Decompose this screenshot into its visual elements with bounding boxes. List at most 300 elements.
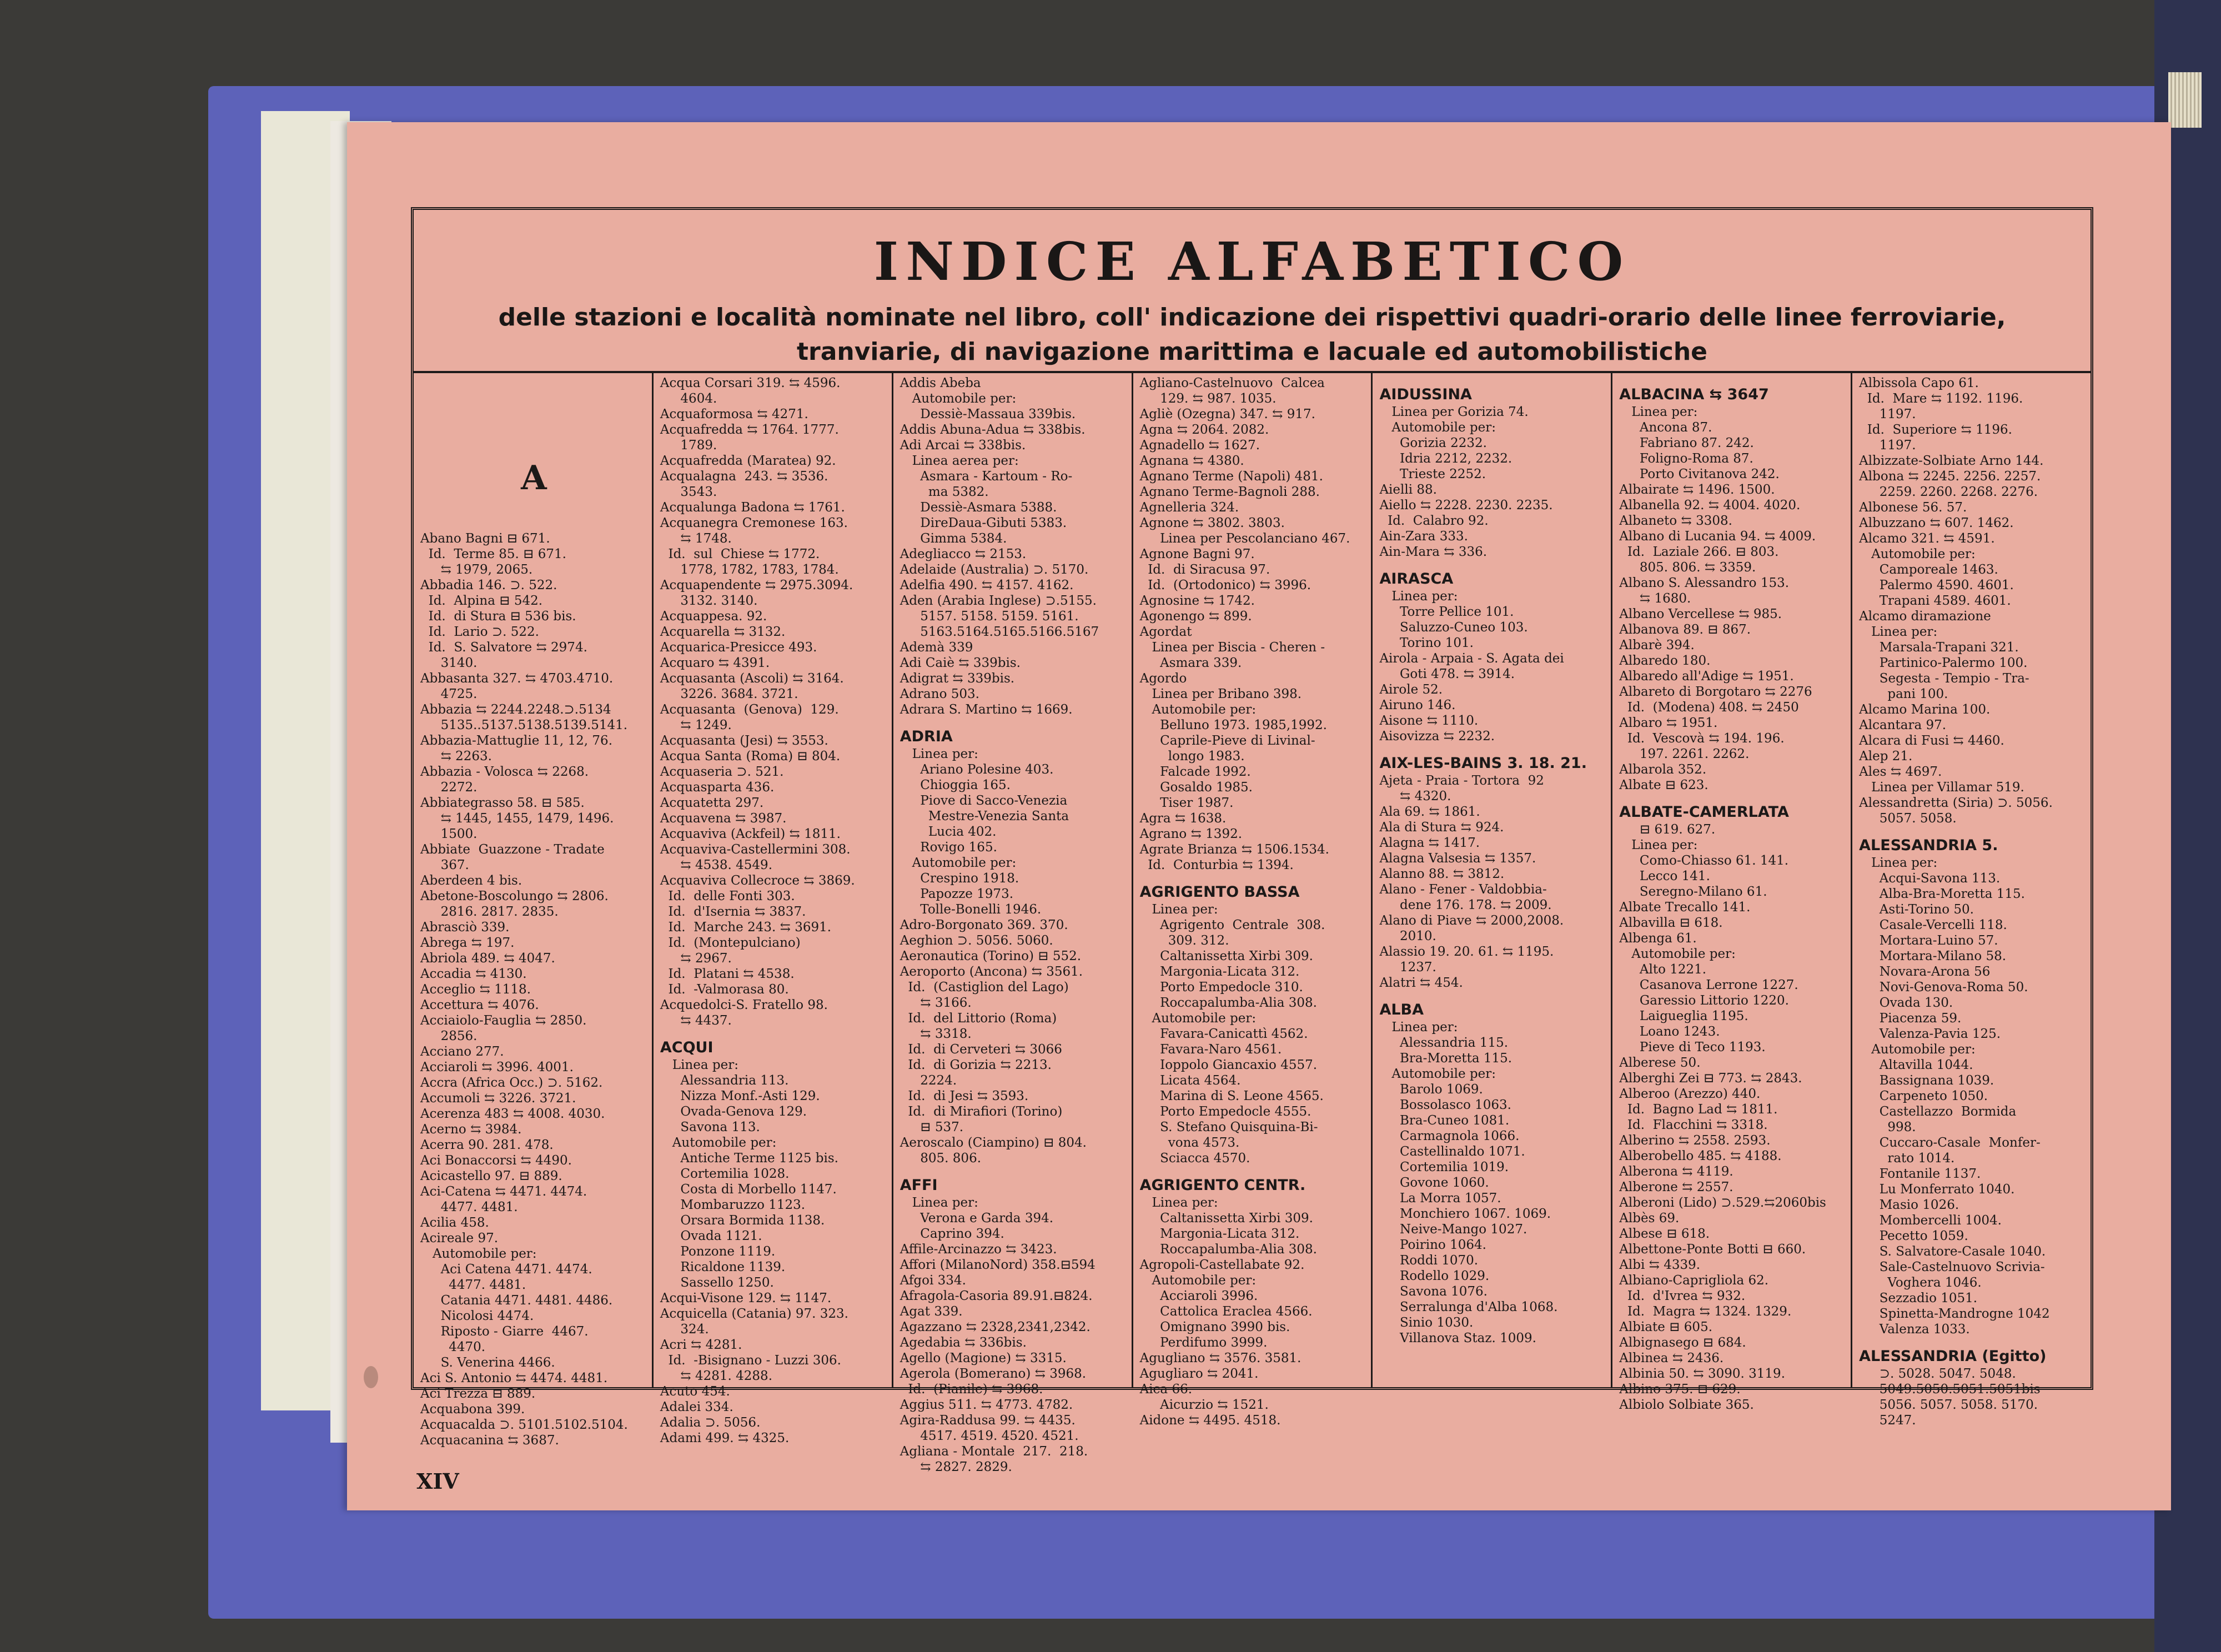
index-entry: Aielli 88. [1379, 483, 1437, 497]
index-entry: Adi Arcai ⇆ 338bis. [900, 438, 1026, 453]
index-entry: Abbazia-Mattuglie 11, 12, 76. [420, 734, 612, 748]
index-entry: Affori (MilanoNord) 358.⊟594 [900, 1258, 1096, 1272]
index-entry: 5157. 5158. 5159. 5161. [900, 609, 1079, 624]
index-entry: Acquasanta (Genova) 129. [660, 702, 839, 717]
index-heading: ALBATE-CAMERLATA [1619, 804, 1789, 821]
index-entry: ⇆ 4437. [660, 1013, 732, 1028]
index-entry: DireDaua-Gibuti 5383. [900, 516, 1067, 530]
index-entry: Alcamo 321. ⇆ 4591. [1859, 531, 1995, 546]
index-entry: Alessandria 115. [1379, 1036, 1509, 1050]
index-entry: vona 4573. [1139, 1136, 1240, 1150]
index-entry: Crespino 1918. [900, 871, 1019, 886]
index-entry: Acquavena ⇆ 3987. [660, 811, 787, 826]
index-column-1 [414, 373, 652, 1448]
index-entry: Acciaroli 3996. [1139, 1289, 1258, 1303]
index-entry: Alano - Fener - Valdobbia- [1379, 882, 1547, 897]
index-entry: Ponzone 1119. [660, 1244, 776, 1259]
index-entry: Falcade 1992. [1139, 765, 1251, 779]
index-entry: Linea aerea per: [900, 454, 1019, 468]
index-entry: Orsara Bormida 1138. [660, 1213, 825, 1228]
index-entry: 4517. 4519. 4520. 4521. [900, 1429, 1079, 1443]
index-heading: ACQUI [660, 1039, 713, 1056]
index-entry: Verona e Garda 394. [900, 1211, 1054, 1226]
index-entry: Albaneto ⇆ 3308. [1619, 514, 1732, 528]
index-entry: Accettura ⇆ 4076. [420, 998, 539, 1012]
index-entry: 5056. 5057. 5058. 5170. [1859, 1398, 2038, 1412]
subtitle-line-1: delle stazioni e località nominate nel libro, coll' indicazione dei rispettivi quadri-orario delle linee ferroviarie, [498, 303, 2006, 332]
index-entry: Acceglio ⇆ 1118. [420, 982, 531, 997]
index-entry: Id. (Modena) 408. ⇆ 2450 [1619, 700, 1799, 715]
index-entry: Abbazia - Volosca ⇆ 2268. [420, 765, 589, 779]
index-entry: ⇆ 2263. [420, 749, 492, 764]
index-entry: Adami 499. ⇆ 4325. [660, 1431, 790, 1445]
index-entry: Chioggia 165. [900, 778, 1011, 792]
index-entry: Ovada 130. [1859, 996, 1953, 1010]
index-entry: Albate Trecallo 141. [1619, 900, 1751, 915]
index-entry: ⇆ 1249. [660, 718, 732, 732]
index-entry: Marsala-Trapani 321. [1859, 640, 2019, 655]
index-entry: 2856. [420, 1029, 478, 1043]
index-entry: Caltanissetta Xirbi 309. [1139, 949, 1313, 963]
index-entry: Linea per: [1859, 625, 1938, 639]
index-entry: Agnone Bagni 97. [1139, 547, 1255, 561]
index-entry: Mortara-Milano 58. [1859, 949, 2007, 963]
index-entry: Id. d'Ivrea ⇆ 932. [1619, 1289, 1746, 1303]
index-entry: Id. Bagno Lad ⇆ 1811. [1619, 1102, 1778, 1117]
index-entry: Linea per: [1379, 589, 1458, 604]
index-entry: ⇆ 3318. [900, 1027, 972, 1041]
index-entry: Automobile per: [1619, 947, 1736, 961]
index-heading: ALBACINA ⇆ 3647 [1619, 386, 1769, 403]
index-entry: Aci Bonaccorsi ⇆ 4490. [420, 1153, 572, 1168]
index-entry: Accumoli ⇆ 3226. 3721. [420, 1091, 576, 1106]
index-entry: Aisovizza ⇆ 2232. [1379, 729, 1495, 744]
index-entry: Albiate ⊟ 605. [1619, 1320, 1713, 1334]
index-entry: Acqui-Visone 129. ⇆ 1147. [660, 1291, 832, 1305]
index-entry: 5163.5164.5165.5166.5167 [900, 625, 1099, 639]
index-entry: Linea per: [900, 1196, 978, 1210]
index-entry: Linea per: [1619, 838, 1698, 852]
index-entry: Poirino 1064. [1379, 1238, 1486, 1252]
index-entry: Agugliano ⇆ 3576. 3581. [1139, 1351, 1302, 1365]
index-entry: Govone 1060. [1379, 1176, 1489, 1190]
index-entry: Ovada 1121. [660, 1229, 762, 1243]
index-entry: Fontanile 1137. [1859, 1167, 1981, 1181]
index-entry: 129. ⇆ 987. 1035. [1139, 391, 1277, 406]
index-entry: S. Stefano Quisquina-Bi- [1139, 1120, 1318, 1134]
index-entry: Foligno-Roma 87. [1619, 451, 1753, 466]
index-heading: AGRIGENTO BASSA [1139, 883, 1300, 901]
index-entry: Agello (Magione) ⇆ 3315. [900, 1351, 1067, 1365]
index-entry: 2816. 2817. 2835. [420, 905, 559, 919]
index-entry: Id. Conturbia ⇆ 1394. [1139, 858, 1294, 872]
index-entry: 5057. 5058. [1859, 811, 1957, 826]
index-entry: Alcamo Marina 100. [1859, 702, 1991, 717]
index-entry: Acquafredda (Maratea) 92. [660, 454, 836, 468]
index-entry: Alberoo (Arezzo) 440. [1619, 1087, 1761, 1101]
index-entry: Porto Civitanova 242. [1619, 467, 1780, 481]
index-entry: 2224. [900, 1073, 957, 1088]
index-entry: Aeroscalo (Ciampino) ⊟ 804. [900, 1136, 1087, 1150]
index-entry: Omignano 3990 bis. [1139, 1320, 1290, 1334]
index-entry: Alberona ⇆ 4119. [1619, 1164, 1733, 1179]
index-entry: Marina di S. Leone 4565. [1139, 1089, 1324, 1103]
index-entry: Albona ⇆ 2245. 2256. 2257. [1859, 469, 2041, 484]
index-entry: Cuccaro-Casale Monfer- [1859, 1136, 2041, 1150]
index-entry: Acquatetta 297. [660, 796, 764, 810]
index-entry: 4477. 4481. [420, 1278, 526, 1292]
index-entry: Castellazzo Bormida [1859, 1104, 2017, 1119]
index-entry: Alessandria 113. [660, 1073, 789, 1088]
index-entry: Bossolasco 1063. [1379, 1098, 1511, 1112]
index-entry: ⊃. 5028. 5047. 5048. [1859, 1367, 2016, 1381]
index-entry: Seregno-Milano 61. [1619, 885, 1767, 899]
index-entry: Id. d'Isernia ⇆ 3837. [660, 905, 806, 919]
index-entry: Trieste 2252. [1379, 467, 1486, 481]
index-entry: Acciaiolo-Fauglia ⇆ 2850. [420, 1013, 587, 1028]
index-entry: Acquarica-Presicce 493. [660, 640, 817, 655]
index-entry: Sciacca 4570. [1139, 1151, 1250, 1166]
index-entry: Cortemilia 1028. [660, 1167, 790, 1181]
index-entry: Abano Bagni ⊟ 671. [420, 531, 550, 546]
index-entry: Antiche Terme 1125 bis. [660, 1151, 838, 1166]
index-entry: Automobile per: [900, 391, 1017, 406]
index-entry: Tolle-Bonelli 1946. [900, 902, 1042, 917]
index-entry: Sassello 1250. [660, 1276, 774, 1290]
index-entry: Id. Superiore ⇆ 1196. [1859, 423, 2012, 437]
index-entry: Automobile per: [1139, 1011, 1257, 1026]
index-entry: Saluzzo-Cuneo 103. [1379, 620, 1528, 635]
index-entry: Abrasciò 339. [420, 920, 510, 935]
index-entry: Id. (Ortodonico) ⇆ 3996. [1139, 578, 1312, 592]
page-title: INDICE ALFABETICO [873, 231, 1631, 293]
index-entry: 1197. [1859, 438, 1916, 453]
index-entry: Albanella 92. ⇆ 4004. 4020. [1619, 498, 1801, 513]
index-entry: Acqua Santa (Roma) ⊟ 804. [660, 749, 841, 764]
index-entry: Albano S. Alessandro 153. [1619, 576, 1790, 590]
index-entry: Alberghi Zei ⊟ 773. ⇆ 2843. [1619, 1071, 1802, 1086]
index-entry: Alba-Bra-Moretta 115. [1859, 887, 2025, 901]
index-entry: Ovada-Genova 129. [660, 1104, 807, 1119]
index-entry: Caprino 394. [900, 1227, 1004, 1241]
index-entry: Agliè (Ozegna) 347. ⇆ 917. [1139, 407, 1315, 421]
index-entry: Mestre-Venezia Santa [900, 809, 1069, 824]
index-entry: Porto Empedocle 4555. [1139, 1104, 1312, 1119]
index-entry: Savona 1076. [1379, 1284, 1488, 1299]
index-entry: Acquafredda ⇆ 1764. 1777. [660, 423, 839, 437]
index-entry: Papozze 1973. [900, 887, 1014, 901]
index-entry: Alanno 88. ⇆ 3812. [1379, 867, 1505, 881]
index-entry: Albaro ⇆ 1951. [1619, 716, 1718, 730]
index-entry: Cattolica Eraclea 4566. [1139, 1304, 1313, 1319]
index-entry: Roccapalumba-Alia 308. [1139, 996, 1317, 1010]
index-entry: Serralunga d'Alba 1068. [1379, 1300, 1558, 1314]
index-entry: Automobile per: [660, 1136, 777, 1150]
index-entry: Id. delle Fonti 303. [660, 889, 795, 903]
index-entry: Id. di Cerveteri ⇆ 3066 [900, 1042, 1062, 1057]
index-entry: Caprile-Pieve di Livinal- [1139, 734, 1315, 748]
index-entry: Carmagnola 1066. [1379, 1129, 1520, 1143]
index-entry: Abbasanta 327. ⇆ 4703.4710. [420, 671, 614, 686]
index-entry: Acquarella ⇆ 3132. [660, 625, 786, 639]
index-entry: Segesta - Tempio - Tra- [1859, 671, 2029, 686]
index-entry: Id. sul Chiese ⇆ 1772. [660, 547, 820, 561]
index-entry: Acquaro ⇆ 4391. [660, 656, 770, 670]
index-entry: Voghera 1046. [1859, 1276, 1982, 1290]
index-entry: Abriola 489. ⇆ 4047. [420, 951, 555, 966]
page-subtitle [430, 300, 2074, 369]
index-entry: Acquaseria ⊃. 521. [660, 765, 784, 779]
index-entry: Airole 52. [1379, 682, 1443, 697]
index-entry: Albaredo all'Adige ⇆ 1951. [1619, 669, 1794, 684]
index-entry: Adelfia 490. ⇆ 4157. 4162. [900, 578, 1074, 592]
index-entry: Alcantara 97. [1859, 718, 1947, 732]
index-entry: Acquacalda ⊃. 5101.5102.5104. [420, 1418, 628, 1432]
index-entry: Belluno 1973. 1985,1992. [1139, 718, 1327, 732]
index-entry: Agonengo ⇆ 899. [1139, 609, 1252, 624]
index-entry: Ademà 339 [900, 640, 973, 655]
index-entry: Trapani 4589. 4601. [1859, 594, 2011, 608]
index-entry: ⇆ 3166. [900, 996, 972, 1010]
index-entry: Airuno 146. [1379, 698, 1456, 712]
index-entry: Acquasanta (Jesi) ⇆ 3553. [660, 734, 828, 748]
index-entry: Alatri ⇆ 454. [1379, 976, 1463, 990]
index-entry: Alep 21. [1859, 749, 1913, 764]
index-entry: Partinico-Palermo 100. [1859, 656, 2028, 670]
index-entry: Acqualagna 243. ⇆ 3536. [660, 469, 828, 484]
index-entry: Agnana ⇆ 4380. [1139, 454, 1244, 468]
index-entry: Casale-Vercelli 118. [1859, 918, 2007, 932]
index-entry: Acquabona 399. [420, 1402, 525, 1417]
index-entry: Ariano Polesine 403. [900, 762, 1054, 777]
index-entry: Agropoli-Castellabate 92. [1139, 1258, 1305, 1272]
index-entry: Asti-Torino 50. [1859, 902, 1974, 917]
index-entry: Acquasanta (Ascoli) ⇆ 3164. [660, 671, 844, 686]
index-entry: Addis Abeba [900, 376, 981, 390]
index-entry: Linea per: [1139, 1196, 1218, 1210]
index-column-4 [1132, 373, 1371, 1428]
index-entry: Id. Platani ⇆ 4538. [660, 967, 795, 981]
index-entry: Alagna Valsesia ⇆ 1357. [1379, 851, 1536, 866]
index-entry: Id. Terme 85. ⊟ 671. [420, 547, 566, 561]
index-entry: 5247. [1859, 1413, 1916, 1428]
index-heading: AGRIGENTO CENTR. [1139, 1177, 1306, 1194]
index-entry: Tiser 1987. [1139, 796, 1234, 810]
index-entry: Acerra 90. 281. 478. [420, 1138, 554, 1152]
index-entry: Idria 2212, 2232. [1379, 451, 1513, 466]
index-entry: Id. Flacchini ⇆ 3318. [1619, 1118, 1768, 1132]
index-entry: Linea per: [1139, 902, 1218, 917]
index-entry: Abbiate Guazzone - Tradate [420, 842, 605, 857]
index-entry: Novara-Arona 56 [1859, 965, 1991, 979]
index-entry: longo 1983. [1139, 749, 1245, 764]
index-entry: 3226. 3684. 3721. [660, 687, 798, 701]
index-entry: Fabriano 87. 242. [1619, 436, 1754, 450]
index-column-2 [652, 373, 892, 1445]
index-entry: Aci Catena 4471. 4474. [420, 1262, 592, 1277]
index-entry: Linea per: [1379, 1020, 1458, 1035]
index-entry: Ioppolo Giancaxio 4557. [1139, 1058, 1318, 1072]
index-entry: rato 1014. [1859, 1151, 1955, 1166]
index-entry: Alcara di Fusi ⇆ 4460. [1859, 734, 2004, 748]
index-entry: Acerno ⇆ 3984. [420, 1122, 522, 1137]
index-entry: 1789. [660, 438, 717, 453]
index-entry: Cortemilia 1019. [1379, 1160, 1509, 1174]
index-entry: Agnadello ⇆ 1627. [1139, 438, 1260, 453]
index-entry: Albissola Capo 61. [1859, 376, 1979, 390]
index-entry: Acquicella (Catania) 97. 323. [660, 1307, 848, 1321]
index-entry: Acquasparta 436. [660, 780, 775, 795]
index-entry: Agna ⇆ 2064. 2082. [1139, 423, 1269, 437]
index-entry: Agat 339. [900, 1304, 963, 1319]
index-heading: AIRASCA [1379, 570, 1454, 588]
index-entry: Aci Trezza ⊟ 889. [420, 1387, 536, 1401]
index-entry: Aggius 511. ⇆ 4773. 4782. [900, 1398, 1073, 1412]
index-heading: ALESSANDRIA (Egitto) [1859, 1348, 2047, 1365]
index-entry: Rovigo 165. [900, 840, 997, 855]
index-entry: Favara-Naro 4561. [1139, 1042, 1282, 1057]
index-entry: La Morra 1057. [1379, 1191, 1501, 1206]
index-entry: Adro-Borgonato 369. 370. [900, 918, 1068, 932]
index-entry: Agra ⇆ 1638. [1139, 811, 1227, 826]
index-entry: Catania 4471. 4481. 4486. [420, 1293, 613, 1308]
index-entry: Acquacanina ⇆ 3687. [420, 1433, 559, 1448]
index-entry: Aica 66. [1139, 1382, 1193, 1397]
index-entry: 2259. 2260. 2268. 2276. [1859, 485, 2038, 499]
index-entry: 367. [420, 858, 469, 872]
index-entry: Abetone-Boscolungo ⇆ 2806. [420, 889, 609, 903]
index-entry: 309. 312. [1139, 933, 1229, 948]
index-entry: Id. di Siracusa 97. [1139, 563, 1270, 577]
index-heading: AIX-LES-BAINS 3. 18. 21. [1379, 755, 1587, 772]
index-entry: Valenza 1033. [1859, 1322, 1970, 1337]
index-entry: Aisone ⇆ 1110. [1379, 714, 1479, 728]
index-entry: Nizza Monf.-Asti 129. [660, 1089, 820, 1103]
index-entry: 998. [1859, 1120, 1916, 1134]
index-entry: Gosaldo 1985. [1139, 780, 1253, 795]
index-entry: 1778, 1782, 1783, 1784. [660, 563, 839, 577]
index-entry: 2010. [1379, 929, 1436, 943]
index-entry: Caltanissetta Xirbi 309. [1139, 1211, 1313, 1226]
index-entry: 4470. [420, 1340, 486, 1354]
index-entry: Agrigento Centrale 308. [1139, 918, 1325, 932]
index-entry: Albiolo Solbiate 365. [1619, 1398, 1754, 1412]
index-entry: Id. Alpina ⊟ 542. [420, 594, 543, 608]
index-entry: Sale-Castelnuovo Scrivia- [1859, 1260, 2045, 1274]
index-entry: Como-Chiasso 61. 141. [1619, 853, 1789, 868]
index-entry: Adigrat ⇆ 339bis. [900, 671, 1015, 686]
index-entry: Camporeale 1463. [1859, 563, 1998, 577]
index-entry: Savona 113. [660, 1120, 760, 1134]
index-entry: Acquaformosa ⇆ 4271. [660, 407, 808, 421]
index-entry: Gorizia 2232. [1379, 436, 1487, 450]
index-entry: Acquappesa. 92. [660, 609, 767, 624]
index-entry: Albettone-Ponte Botti ⊟ 660. [1619, 1242, 1806, 1257]
index-entry: Agnosine ⇆ 1742. [1139, 594, 1255, 608]
index-entry: Acri ⇆ 4281. [660, 1338, 742, 1352]
index-entry: 805. 806. [900, 1151, 982, 1166]
index-entry: Ancona 87. [1619, 420, 1712, 435]
index-entry: 4725. [420, 687, 478, 701]
index-entry: Automobile per: [1139, 1273, 1257, 1288]
index-entry: ⊟ 619. 627. [1619, 822, 1716, 837]
index-entry: Aci S. Antonio ⇆ 4474. 4481. [420, 1371, 608, 1385]
index-entry: Agrano ⇆ 1392. [1139, 827, 1243, 841]
index-entry: Aeghion ⊃. 5056. 5060. [900, 933, 1053, 948]
index-column-3 [892, 373, 1132, 1474]
index-entry: 324. [660, 1322, 709, 1337]
index-entry: Roccapalumba-Alia 308. [1139, 1242, 1317, 1257]
index-entry: Agliano-Castelnuovo Calcea [1139, 376, 1325, 390]
index-entry: Albuzzano ⇆ 607. 1462. [1859, 516, 2014, 530]
index-entry: Acqui-Savona 113. [1859, 871, 2001, 886]
index-entry: Spinetta-Mandrogne 1042 [1859, 1307, 2050, 1321]
index-entry: Accra (Africa Occ.) ⊃. 5162. [420, 1076, 603, 1090]
index-entry: Villanova Staz. 1009. [1379, 1331, 1536, 1345]
index-entry: Goti 478. ⇆ 3914. [1379, 667, 1515, 681]
section-letter: A [521, 459, 547, 498]
index-entry: Pieve di Teco 1193. [1619, 1040, 1766, 1055]
index-heading: ALBA [1379, 1001, 1424, 1018]
index-entry: 3132. 3140. [660, 594, 758, 608]
index-entry: Piacenza 59. [1859, 1011, 1962, 1026]
index-entry: 4477. 4481. [420, 1200, 518, 1214]
index-entry: Accadia ⇆ 4130. [420, 967, 527, 981]
index-entry: Ricaldone 1139. [660, 1260, 786, 1274]
index-entry: Margonia-Licata 312. [1139, 965, 1300, 979]
index-entry: Adi Caiè ⇆ 339bis. [900, 656, 1021, 670]
index-entry: Gimma 5384. [900, 531, 1007, 546]
index-entry: 2272. [420, 780, 478, 795]
index-entry: Costa di Morbello 1147. [660, 1182, 837, 1197]
index-entry: Mortara-Luino 57. [1859, 933, 1998, 948]
index-entry: ⇆ 4320. [1379, 789, 1451, 804]
index-entry: Automobile per: [1139, 702, 1257, 717]
index-entry: 5049.5050.5051.5051bis [1859, 1382, 2041, 1397]
index-entry: Acciano 277. [420, 1045, 504, 1059]
index-entry: Id. -Bisignano - Luzzi 306. [660, 1353, 841, 1368]
index-entry: Albignasego ⊟ 684. [1619, 1335, 1746, 1350]
index-entry: ma 5382. [900, 485, 989, 499]
index-entry: Automobile per: [1859, 1042, 1976, 1057]
index-entry: ⇆ 4538. 4549. [660, 858, 773, 872]
index-entry: Alberino ⇆ 2558. 2593. [1619, 1133, 1771, 1148]
index-entry: Id. Mare ⇆ 1192. 1196. [1859, 391, 2023, 406]
index-entry: Alassio 19. 20. 61. ⇆ 1195. [1379, 945, 1554, 959]
index-entry: Agrate Brianza ⇆ 1506.1534. [1139, 842, 1329, 857]
index-entry: Acuto 454. [660, 1384, 730, 1399]
page-edges [2168, 72, 2202, 128]
index-entry: Valenza-Pavia 125. [1859, 1027, 2001, 1041]
index-entry: Bassignana 1039. [1859, 1073, 1994, 1088]
index-entry: Linea per Gorizia 74. [1379, 405, 1529, 419]
index-entry: Linea per Bribano 398. [1139, 687, 1302, 701]
index-entry: Albanova 89. ⊟ 867. [1619, 622, 1751, 637]
index-entry: Afgoi 334. [900, 1273, 966, 1288]
index-entry: Agnano Terme-Bagnoli 288. [1139, 485, 1320, 499]
index-entry: Acqua Corsari 319. ⇆ 4596. [660, 376, 841, 390]
index-entry: Addis Abuna-Adua ⇆ 338bis. [900, 423, 1086, 437]
index-entry: Linea per: [1859, 856, 1938, 870]
index-entry: Ala 69. ⇆ 1861. [1379, 805, 1480, 819]
index-entry: Automobile per: [1859, 547, 1976, 561]
index-entry: Agedabia ⇆ 336bis. [900, 1335, 1027, 1350]
index-entry: Id. (Pianile) ⇆ 3968. [900, 1382, 1043, 1397]
index-column-6 [1611, 373, 1851, 1412]
index-entry: Aeronautica (Torino) ⊟ 552. [900, 949, 1082, 963]
index-entry: Linea per Villamar 519. [1859, 780, 2024, 795]
index-column-7 [1851, 373, 2091, 1428]
